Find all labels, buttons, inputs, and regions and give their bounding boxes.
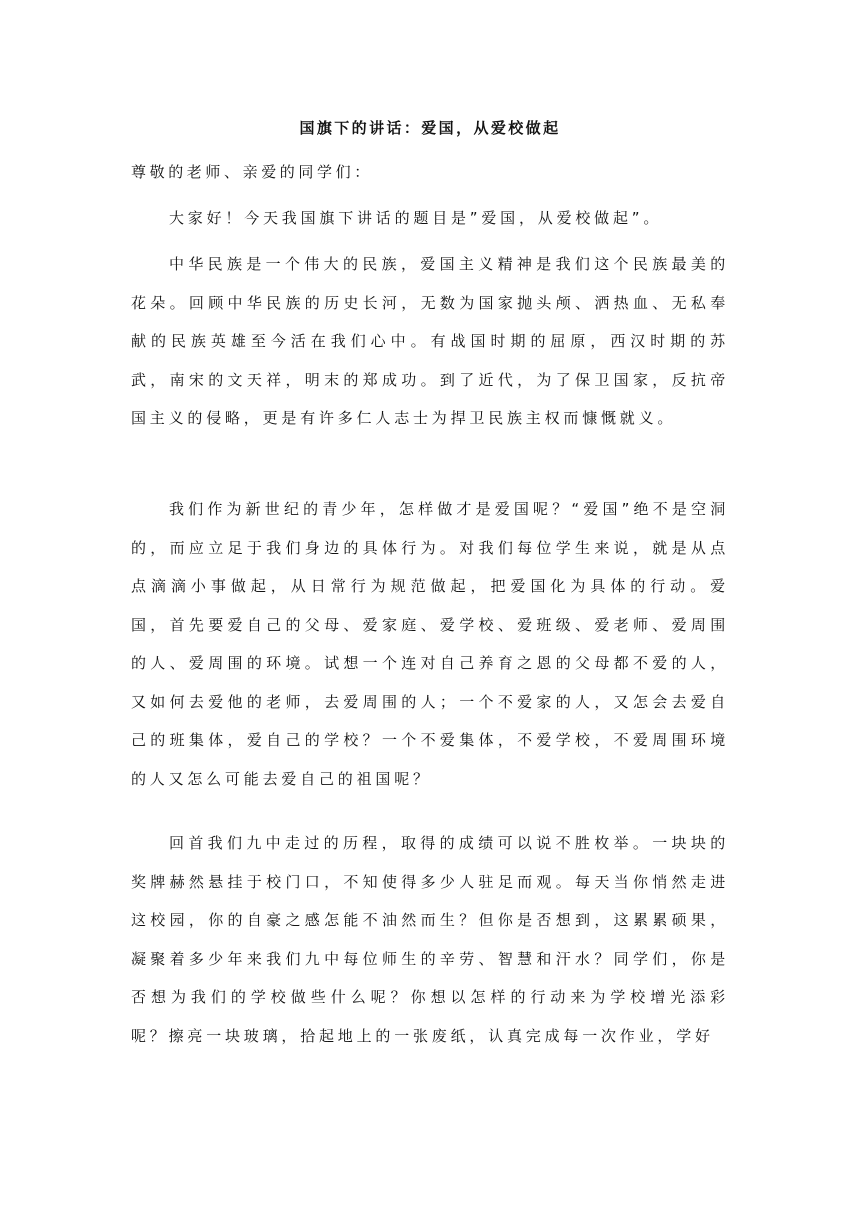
document-title: 国旗下的讲话：爱国，从爱校做起 bbox=[299, 119, 561, 137]
paragraph-history: 中华民族是一个伟大的民族，爱国主义精神是我们这个民族最美的花朵。回顾中华民族的历史长河，无数为国家抛头颅、洒热血、无私奉献的民族英雄至今活在我们心中。有战国时期的屈原，西汉时期的苏武，南宋的文天祥，明末的郑成功。到了近代，为了保卫国家，反抗帝国主义的侵略，更是有许多仁人志士为捍卫民族主权而慷慨就义。 bbox=[131, 255, 729, 427]
paragraph-school-history: 回首我们九中走过的历程，取得的成绩可以说不胜枚举。一块块的奖牌赫然悬挂于校门口，不知使得多少人驻足而观。每天当你悄然走进这校园，你的自豪之感怎能不油然而生？但你是否想到，这累累硕果，凝聚着多少年来我们九中每位师生的辛劳、智慧和汗水？同学们，你是否想为我们的学校做些什么呢？你想以怎样的行动来为学校增光添彩呢？擦亮一块玻璃，拾起地上的一张废纸，认真完成每一次作业，学好 bbox=[131, 834, 729, 1045]
salutation: 尊敬的老师、亲爱的同学们： bbox=[131, 163, 373, 181]
paragraph-how-to-love-country: 我们作为新世纪的青少年，怎样做才是爱国呢？“爱国”绝不是空洞的，而应立足于我们身边的具体行为。对我们每位学生来说，就是从点点滴滴小事做起，从日常行为规范做起，把爱国化为具体的行动。爱国，首先要爱自己的父母、爱家庭、爱学校、爱班级、爱老师、爱周围的人、爱周围的环境。试想一个连对自己养育之恩的父母都不爱的人，又如何去爱他的老师，去爱周围的人；一个不爱家的人，又怎会去爱自己的班集体，爱自己的学校？一个不爱集体，不爱学校，不爱周围环境的人又怎么可能去爱自己的祖国呢？ bbox=[131, 500, 729, 788]
paragraph-greeting: 大家好！今天我国旗下讲话的题目是”爱国，从爱校做起”。 bbox=[169, 209, 663, 227]
